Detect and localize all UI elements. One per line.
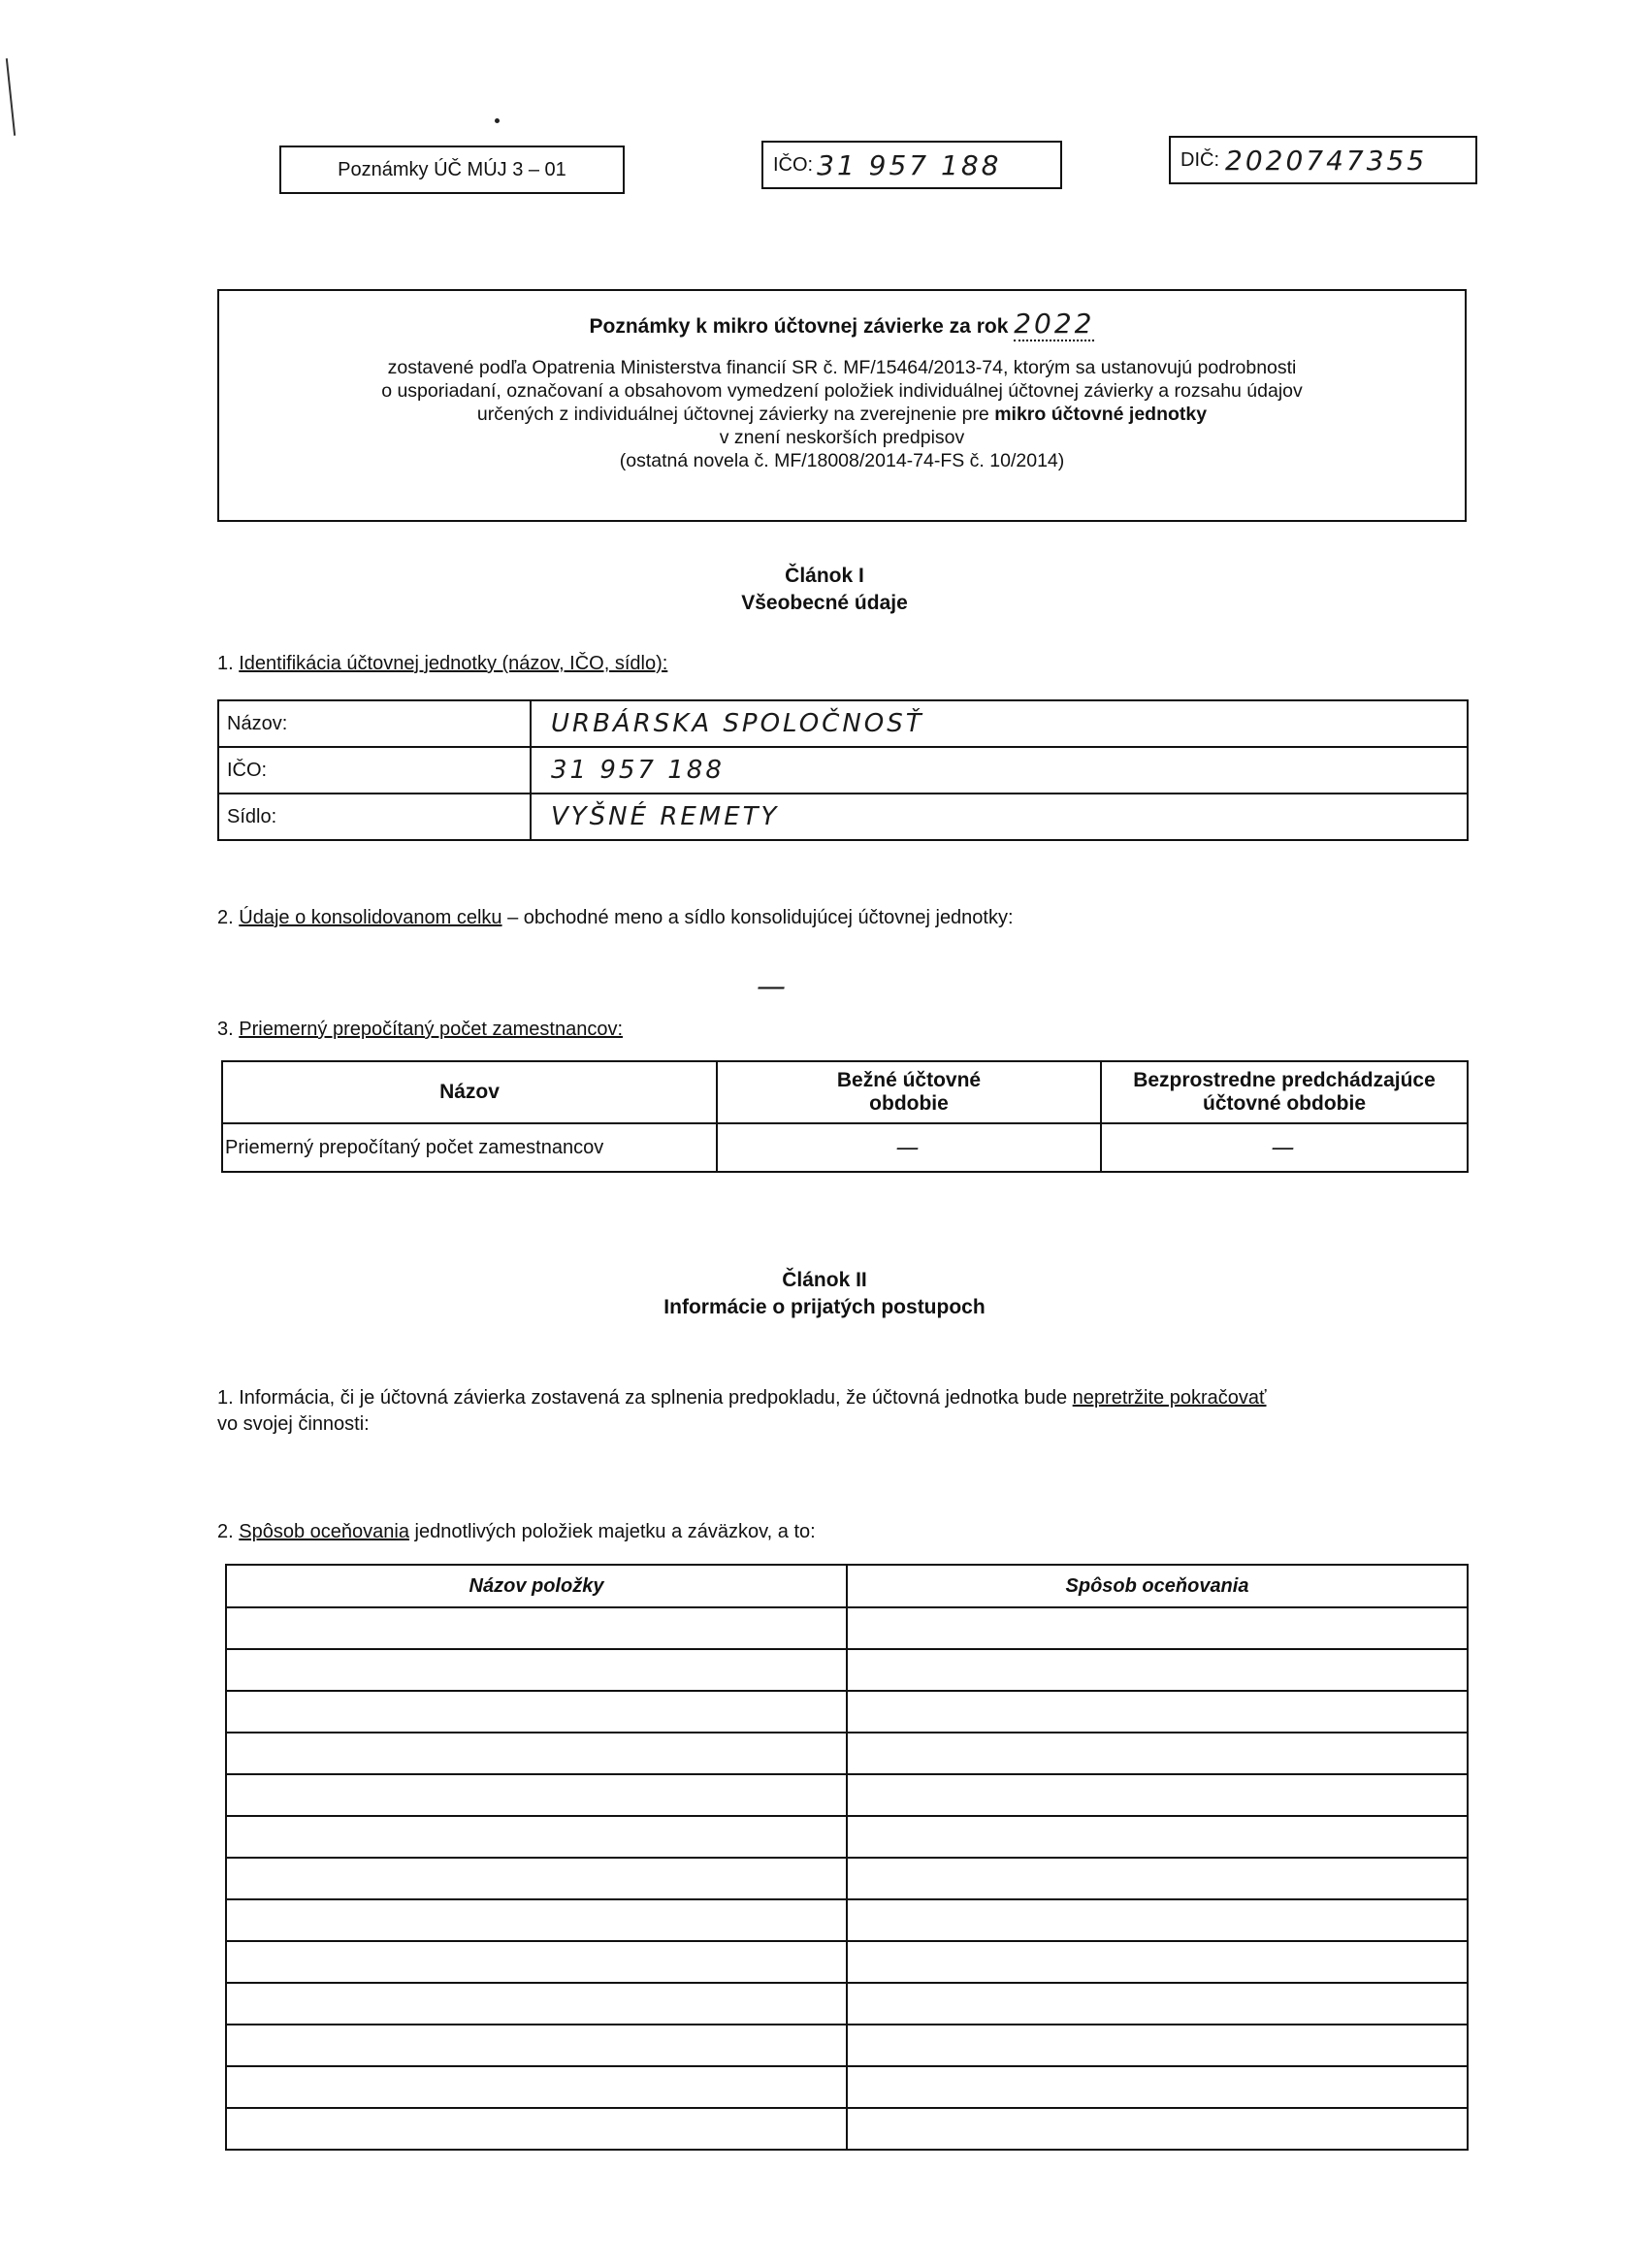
article1-item3 [217, 1019, 623, 1041]
valuation-row [226, 1774, 1468, 1816]
item-name-cell [226, 1816, 847, 1858]
title-line-4: v znení neskorších predpisov [719, 427, 965, 448]
header-cell: Názov položky [226, 1565, 847, 1607]
valuation-row [226, 2025, 1468, 2066]
consolidation-value: — [757, 970, 789, 1004]
item-name-cell [226, 2025, 847, 2066]
valuation-method-cell [847, 1816, 1468, 1858]
title-line-3 [219, 403, 1465, 426]
article1-subheading: Všeobecné údaje [741, 592, 908, 614]
valuation-row [226, 1899, 1468, 1941]
valuation-row [226, 1649, 1468, 1691]
form-code: Poznámky ÚČ MÚJ 3 – 01 [338, 158, 566, 180]
valuation-method-cell [847, 1691, 1468, 1733]
item-name-cell [226, 1774, 847, 1816]
year-value: 2022 [1014, 308, 1095, 340]
valuation-method-cell [847, 2108, 1468, 2150]
title-line [219, 308, 1465, 340]
item-text: – obchodné meno a sídlo konsolidujúcej účtovnej jednotky: [501, 907, 1014, 928]
valuation-method-cell [847, 1607, 1468, 1649]
valuation-row [226, 1858, 1468, 1899]
row-value-previous: — [1101, 1123, 1468, 1172]
item-name-cell [226, 1899, 847, 1941]
dic-label: DIČ: [1180, 148, 1219, 171]
item-number: 3. [217, 1019, 234, 1040]
item-number: 2. [217, 907, 234, 928]
item-name-cell [226, 2066, 847, 2108]
valuation-method-cell [847, 1899, 1468, 1941]
item-name-cell [226, 1983, 847, 2025]
item-number: 1. [217, 1387, 234, 1409]
item-name-cell [226, 1649, 847, 1691]
employees-data-row [222, 1123, 1468, 1172]
valuation-row [226, 1816, 1468, 1858]
scan-margin-mark [6, 58, 16, 136]
item-name-cell [226, 2108, 847, 2150]
employees-table [221, 1060, 1469, 1173]
item-label: Priemerný prepočítaný počet zamestnancov: [239, 1019, 624, 1040]
article1-item2 [217, 907, 1014, 929]
article2-item1 [217, 1385, 1478, 1438]
valuation-row [226, 1941, 1468, 1983]
valuation-method-cell [847, 1733, 1468, 1774]
item-name-cell [226, 1691, 847, 1733]
article2-item2 [217, 1521, 816, 1543]
article2-subheading: Informácie o prijatých postupoch [663, 1296, 986, 1318]
title-line-1: zostavené podľa Opatrenia Ministerstva financií SR č. MF/15464/2013-74, ktorým sa ustanovujú podrobnosti [387, 357, 1297, 378]
item-label: Údaje o konsolidovanom celku [239, 907, 502, 928]
form-code-box [279, 146, 625, 194]
item-name-cell [226, 1858, 847, 1899]
title-line-5: (ostatná novela č. MF/18008/2014-74-FS č. 10/2014) [619, 450, 1065, 471]
ico-value: 31 957 188 [817, 148, 1002, 181]
row-value-current: — [717, 1123, 1101, 1172]
valuation-header-row [226, 1565, 1468, 1607]
article1-item1 [217, 653, 667, 675]
employees-header-row [222, 1061, 1468, 1123]
valuation-method-cell [847, 2025, 1468, 2066]
valuation-row [226, 2066, 1468, 2108]
title-line-3-bold: mikro účtovné jednotky [994, 404, 1208, 425]
valuation-row [226, 2108, 1468, 2150]
row-label: Priemerný prepočítaný počet zamestnancov [222, 1123, 717, 1172]
item-text: jednotlivých položiek majetku a záväzkov, a to: [408, 1521, 816, 1542]
valuation-method-cell [847, 1941, 1468, 1983]
item1-line2: vo svojej činnosti: [217, 1413, 370, 1435]
article2-heading: Článok II [782, 1269, 867, 1291]
identification-row [218, 794, 1468, 840]
item-name-cell [226, 1941, 847, 1983]
valuation-method-cell [847, 1858, 1468, 1899]
valuation-row [226, 1607, 1468, 1649]
valuation-method-cell [847, 1649, 1468, 1691]
ico-label: IČO: [773, 153, 814, 176]
item-label: Spôsob oceňovania [239, 1521, 409, 1542]
identification-row [218, 747, 1468, 794]
valuation-method-cell [847, 1983, 1468, 2025]
identification-label: IČO: [218, 747, 531, 794]
item-underlined: nepretržite pokračovať [1072, 1387, 1267, 1409]
title-prefix: Poznámky k mikro účtovnej závierke za rok [589, 315, 1009, 338]
identification-value: 31 957 188 [531, 747, 1468, 794]
valuation-row [226, 1733, 1468, 1774]
scan-dot [495, 118, 500, 123]
valuation-row [226, 1983, 1468, 2025]
item-number: 2. [217, 1521, 234, 1542]
item-label: Identifikácia účtovnej jednotky (názov, IČO, sídlo): [239, 653, 668, 674]
identification-label: Sídlo: [218, 794, 531, 840]
dic-box [1169, 136, 1477, 184]
identification-table [217, 699, 1469, 841]
valuation-row [226, 1691, 1468, 1733]
dic-value: 2020747355 [1225, 144, 1428, 177]
item-name-cell [226, 1733, 847, 1774]
header-cell: Bezprostredne predchádzajúce účtovné obdobie [1101, 1061, 1468, 1123]
header-cell: Názov [222, 1061, 717, 1123]
title-line-3-pre: určených z individuálnej účtovnej závierky na zverejnenie pre [476, 404, 989, 425]
identification-value: URBÁRSKA SPOLOČNOSŤ [531, 700, 1468, 747]
item-text: Informácia, či je účtovná závierka zostavená za splnenia predpokladu, že účtovná jednotka bude [239, 1387, 1068, 1409]
title-line-2: o usporiadaní, označovaní a obsahovom vymedzení položiek individuálnej účtovnej závierky a rozsahu údajov [381, 380, 1303, 402]
article1-heading: Článok I [785, 565, 864, 587]
identification-value: VYŠNÉ REMETY [531, 794, 1468, 840]
identification-label: Názov: [218, 700, 531, 747]
ico-box [761, 141, 1062, 189]
header-cell: Bežné účtovné obdobie [717, 1061, 1101, 1123]
item-name-cell [226, 1607, 847, 1649]
title-box [217, 289, 1467, 522]
valuation-method-cell [847, 1774, 1468, 1816]
identification-row [218, 700, 1468, 747]
valuation-method-cell [847, 2066, 1468, 2108]
header-cell: Spôsob oceňovania [847, 1565, 1468, 1607]
item-number: 1. [217, 653, 234, 674]
item1-line1 [217, 1385, 1478, 1411]
valuation-table [225, 1564, 1469, 2151]
